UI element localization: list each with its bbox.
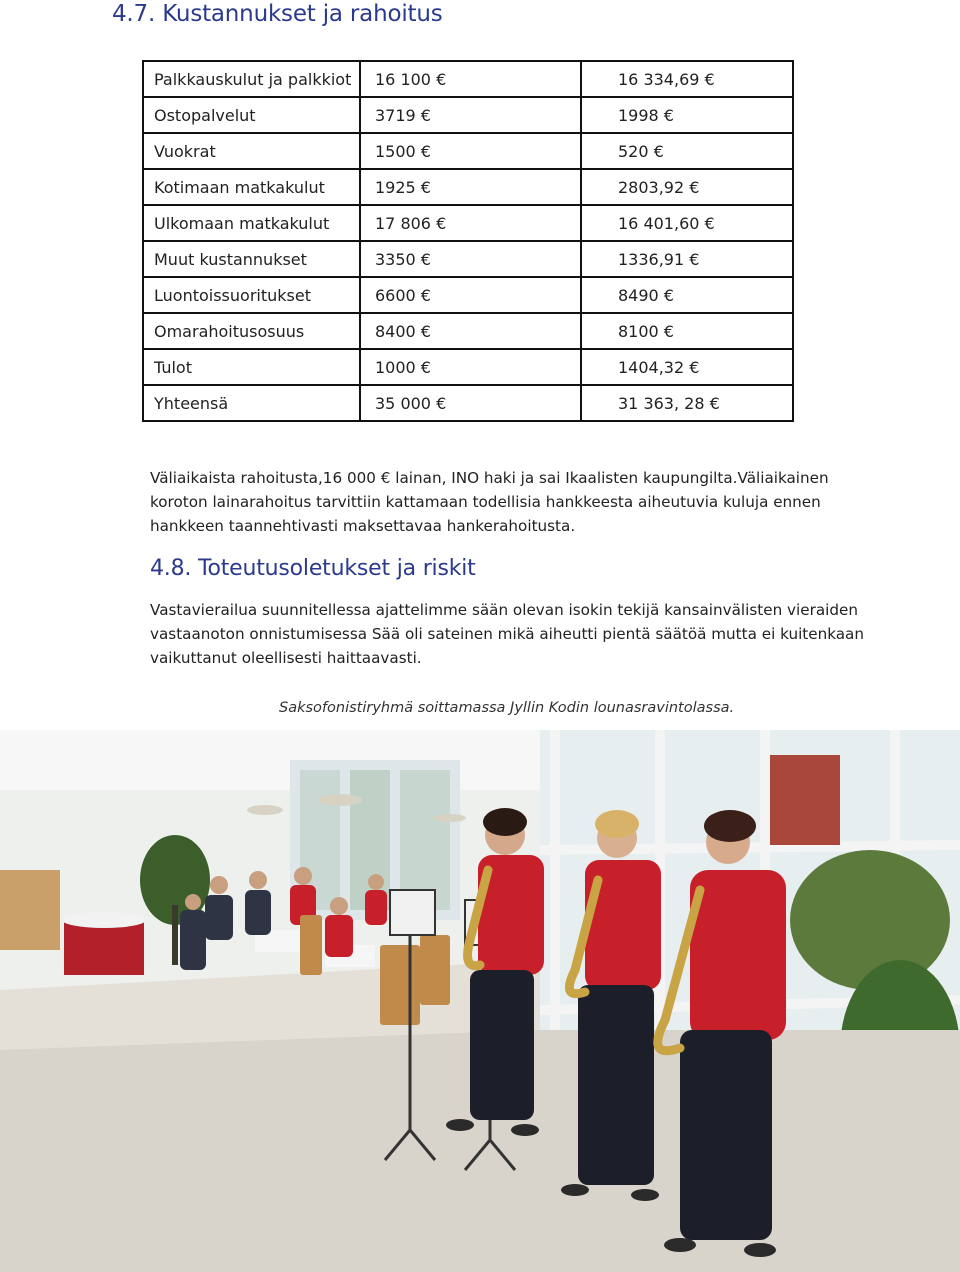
actual-amount-cell: 2803,92 € (581, 169, 793, 205)
costs-table-row (143, 241, 793, 277)
actual-amount-cell: 520 € (581, 133, 793, 169)
budget-amount-cell: 1500 € (360, 133, 581, 169)
cost-label-cell: Omarahoitusosuus (143, 313, 360, 349)
actual-amount-cell: 16 401,60 € (581, 205, 793, 241)
costs-table-row (143, 205, 793, 241)
costs-table-row (143, 169, 793, 205)
cost-label-cell: Vuokrat (143, 133, 360, 169)
photo-caption: Saksofonistiryhmä soittamassa Jyllin Kodin lounasravintolassa. (279, 700, 735, 716)
budget-amount-cell: 3719 € (360, 97, 581, 133)
section-heading-costs: 4.7. Kustannukset ja rahoitus (112, 1, 443, 27)
budget-amount-cell: 1000 € (360, 349, 581, 385)
actual-amount-cell: 1336,91 € (581, 241, 793, 277)
costs-table-row (143, 313, 793, 349)
budget-amount-cell: 8400 € (360, 313, 581, 349)
section-heading-risks: 4.8. Toteutusoletukset ja riskit (150, 556, 476, 581)
cost-label-cell: Kotimaan matkakulut (143, 169, 360, 205)
cost-label-cell: Tulot (143, 349, 360, 385)
actual-amount-cell: 31 363, 28 € (581, 385, 793, 421)
actual-amount-cell: 16 334,69 € (581, 61, 793, 97)
budget-amount-cell: 6600 € (360, 277, 581, 313)
budget-amount-cell: 16 100 € (360, 61, 581, 97)
cost-label-cell: Ostopalvelut (143, 97, 360, 133)
costs-table-row (143, 61, 793, 97)
costs-table (142, 60, 794, 422)
photo-illustration (0, 730, 960, 1272)
cost-label-cell: Palkkauskulut ja palkkiot (143, 61, 360, 97)
budget-amount-cell: 35 000 € (360, 385, 581, 421)
financing-paragraph: Väliaikaista rahoitusta,16 000 € lainan, INO haki ja sai Ikaalisten kaupungilta.Väliaikainen koroton lainarahoitus tarvittiin kattamaan todellisia hankkeesta aiheutuvia kuluja ennen hankkeen taannehtivasti maksettavaa hankerahoitusta. (150, 469, 829, 535)
budget-amount-cell: 17 806 € (360, 205, 581, 241)
budget-amount-cell: 1925 € (360, 169, 581, 205)
actual-amount-cell: 1998 € (581, 97, 793, 133)
costs-table-row (143, 97, 793, 133)
costs-table-row (143, 277, 793, 313)
cost-label-cell: Yhteensä (143, 385, 360, 421)
cost-label-cell: Luontoissuoritukset (143, 277, 360, 313)
cost-label-cell: Muut kustannukset (143, 241, 360, 277)
costs-table-row (143, 385, 793, 421)
costs-table-row (143, 349, 793, 385)
costs-table-body (143, 61, 793, 421)
actual-amount-cell: 8100 € (581, 313, 793, 349)
budget-amount-cell: 3350 € (360, 241, 581, 277)
costs-table-row (143, 133, 793, 169)
risks-paragraph: Vastavierailua suunnitellessa ajattelimme sään olevan isokin tekijä kansainvälisten vieraiden vastaanoton onnistumisessa Sää oli sateinen mikä aiheutti pientä säätöä mutta ei kuitenkaan vaikuttanut oleellisesti haittaavasti. (150, 601, 864, 667)
saxophone-ensemble-photo (0, 730, 960, 1272)
actual-amount-cell: 8490 € (581, 277, 793, 313)
cost-label-cell: Ulkomaan matkakulut (143, 205, 360, 241)
actual-amount-cell: 1404,32 € (581, 349, 793, 385)
